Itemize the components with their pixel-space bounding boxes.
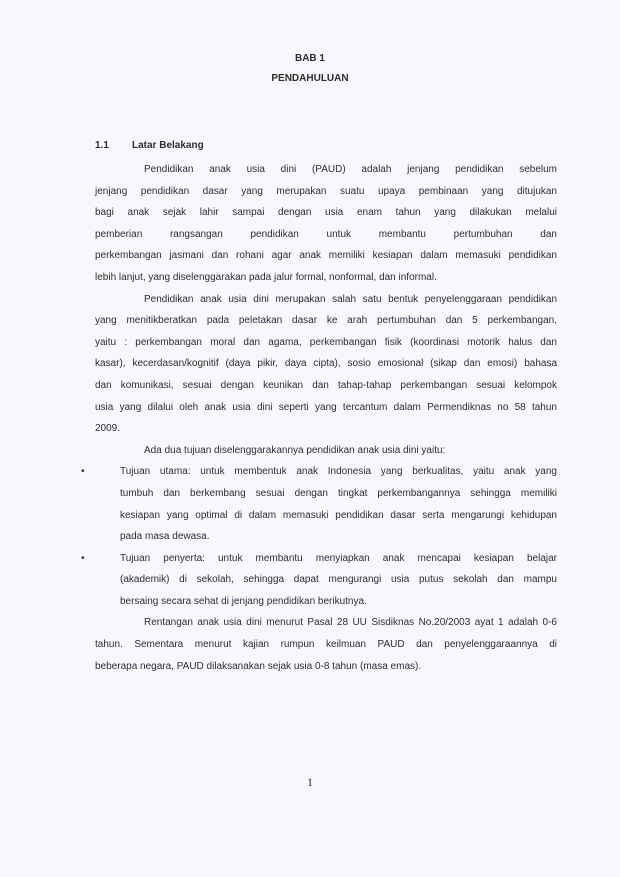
document-body [81,159,557,677]
text-line [95,656,557,678]
line-text: pemberian rangsangan pendidikan untuk membantu pertumbuhan dan [95,228,557,240]
line-text: Tujuan utama: untuk membentuk anak Indonesia yang berkualitas, yaitu anak yang [120,466,557,478]
text-line [95,181,557,203]
line-text: yaitu : perkembangan moral dan agama, perkembangan fisik (koordinasi motorik halus dan [95,336,557,348]
line-text: 2009. [95,423,121,435]
paragraph [95,289,557,440]
text-line [95,634,557,656]
section-heading [95,140,204,151]
paragraph [95,612,557,677]
bullet-item [81,548,557,613]
bullet-item [81,461,557,547]
text-line [95,224,557,246]
chapter-title: PENDAHULUAN [271,73,349,84]
line-text: Ada dua tujuan diselenggarakannya pendidikan anak usia dini yaitu: [144,444,446,456]
line-text: kesiapan yang optimal di dalam memasuki pendidikan dasar serta mengarungi kehidupan [120,509,557,521]
line-text: kasar), kecerdasan/kognitif (daya pikir, daya cipta), sosio emosional (sikap dan emosi) bahasa [95,358,557,370]
line-text: lebih lanjut, yang diselenggarakan pada jalur formal, nonformal, dan informal. [95,271,437,283]
text-line [95,440,557,462]
line-text: bersaing secara sehat di jenjang pendidikan berikutnya. [120,595,367,607]
section-title: Latar Belakang [132,140,204,151]
bullet-icon: • [81,552,85,564]
line-text: Pendidikan anak usia dini merupakan salah satu bentuk penyelenggaraan pendidikan [144,293,557,305]
paragraph [95,440,557,462]
text-line [95,289,557,311]
text-line [95,353,557,375]
line-text: Pendidikan anak usia dini (PAUD) adalah jenjang pendidikan sebelum [144,164,557,175]
paragraph [95,159,557,289]
text-line [81,461,557,483]
line-text: perkembangan jasmani dan rohani agar anak memiliki kesiapan dalam memasuki pendidikan [95,250,557,262]
text-line [95,591,557,613]
line-text: dan komunikasi, sesuai dengan keunikan dan tahap-tahap perkembangan sesuai kelompok [95,379,557,391]
page-number: 1 [307,775,313,789]
text-line [95,397,557,419]
text-line [95,332,557,354]
line-text: pada masa dewasa. [120,531,210,543]
bullet-icon: • [81,466,85,478]
text-line [81,548,557,570]
text-line [95,505,557,527]
section-number: 1.1 [95,140,109,151]
line-text: usia yang dilalui oleh anak usia dini seperti yang tercantum dalam Permendiknas no 58 tahun [95,401,557,413]
line-text: beberapa negara, PAUD dilaksanakan sejak usia 0-8 tahun (masa emas). [95,660,422,672]
line-text: (akademik) di sekolah, sehingga dapat mengurangi usia putus sekolah dan mampu [120,574,557,586]
line-text: tahun. Sementara menurut kajian rumpun keilmuan PAUD dan penyelenggaraannya di [95,639,557,651]
text-line [95,569,557,591]
text-line [95,375,557,397]
line-text: tumbuh dan berkembang sesuai dengan tingkat perkembangannya sehingga memiliki [120,487,557,499]
text-line [95,245,557,267]
line-text: jenjang pendidikan dasar yang merupakan suatu upaya pembinaan yang ditujukan [95,185,557,197]
text-line [95,310,557,332]
text-line [95,267,557,289]
line-text: bagi anak sejak lahir sampai dengan usia enam tahun yang dilakukan melalui [95,207,557,219]
text-line [95,483,557,505]
text-line [95,526,557,548]
line-text: yang menitikberatkan pada peletakan dasar ke arah pertumbuhan dan 5 perkembangan, [95,315,557,327]
text-line [95,612,557,634]
chapter-number: BAB 1 [294,53,325,64]
line-text: Tujuan penyerta: untuk membantu menyiapkan anak mencapai kesiapan belajar [120,552,557,564]
text-line [95,418,557,440]
text-line [95,202,557,224]
line-text: Rentangan anak usia dini menurut Pasal 28 UU Sisdiknas No.20/2003 ayat 1 adalah 0-6 [144,617,557,629]
text-line [95,159,557,181]
